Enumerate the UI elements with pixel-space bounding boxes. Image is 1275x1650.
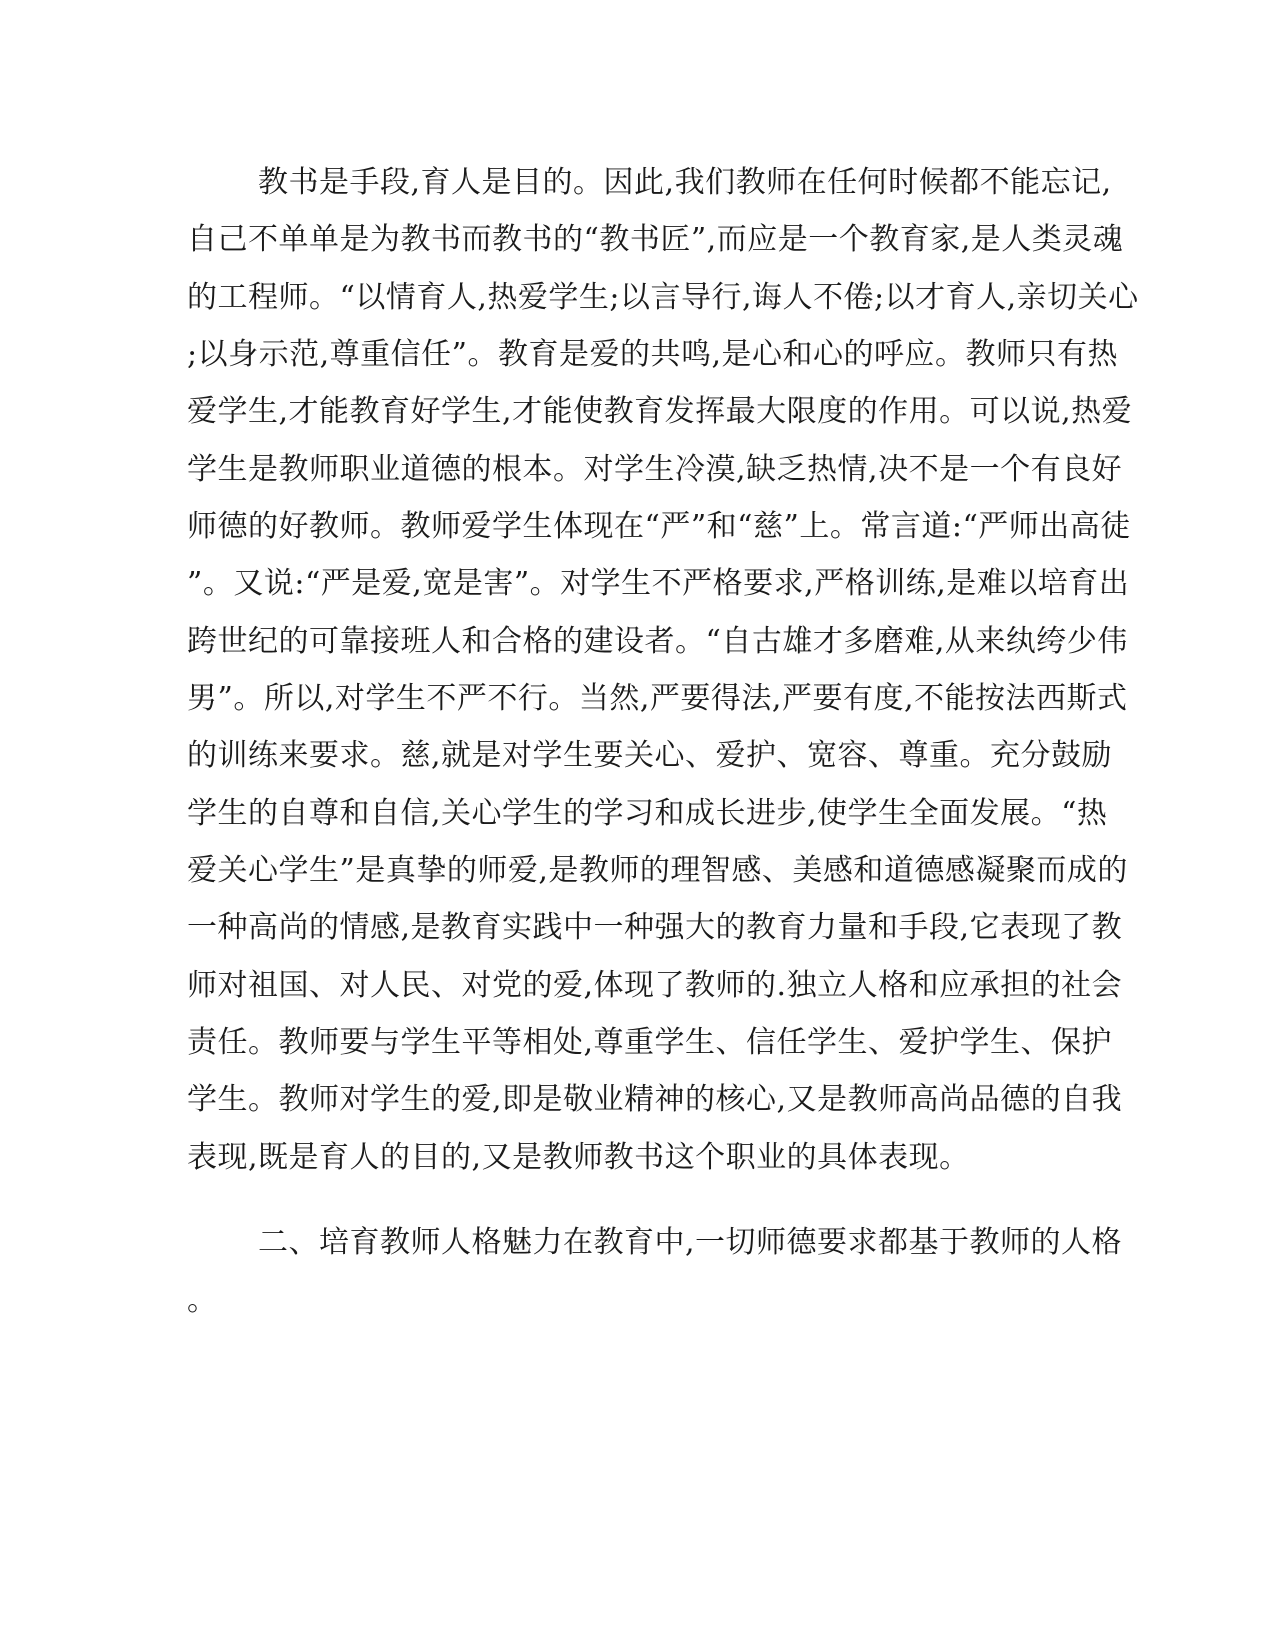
paragraph-line: 的训练来要求。慈,就是对学生要关心、爱护、宽容、尊重。充分鼓励 xyxy=(187,738,1113,773)
paragraph-line: 跨世纪的可靠接班人和合格的建设者。“自古雄才多磨难,从来纨绔少伟 xyxy=(187,624,1128,659)
paragraph-line: 学生。教师对学生的爱,即是敬业精神的核心,又是教师高尚品德的自我 xyxy=(187,1082,1123,1117)
paragraph-line: ”。又说:“严是爱,宽是害”。对学生不严格要求,严格训练,是难以培育出 xyxy=(187,566,1130,601)
paragraph-line: 的工程师。“以情育人,热爱学生;以言导行,诲人不倦;以才育人,亲切关心 xyxy=(187,280,1139,315)
paragraph-line: 一种高尚的情感,是教育实践中一种强大的教育力量和手段,它表现了教 xyxy=(187,910,1123,945)
paragraph-line: 责任。教师要与学生平等相处,尊重学生、信任学生、爱护学生、保护 xyxy=(187,1025,1113,1060)
paragraph-line: 爱学生,才能教育好学生,才能使教育发挥最大限度的作用。可以说,热爱 xyxy=(187,394,1133,429)
paragraph-line: 学生是教师职业道德的根本。对学生冷漠,缺乏热情,决不是一个有良好 xyxy=(187,452,1123,487)
paragraph-line: 男”。所以,对学生不严不行。当然,严要得法,严要有度,不能按法西斯式 xyxy=(187,681,1128,716)
paragraph-line: 师德的好教师。教师爱学生体现在“严”和“慈”上。常言道:“严师出高徒 xyxy=(187,509,1131,544)
paragraph-line: 表现,既是育人的目的,又是教师教书这个职业的具体表现。 xyxy=(187,1140,970,1175)
paragraph-line: 师对祖国、对人民、对党的爱,体现了教师的.独立人格和应承担的社会 xyxy=(187,968,1123,1003)
paragraph-line: 学生的自尊和自信,关心学生的学习和成长进步,使学生全面发展。“热 xyxy=(187,796,1108,831)
paragraph-line: 教书是手段,育人是目的。因此,我们教师在任何时候都不能忘记, xyxy=(258,165,1112,200)
paragraph-line: 二、培育教师人格魅力在教育中,一切师德要求都基于教师的人格 xyxy=(258,1225,1123,1260)
paragraph-line: 。 xyxy=(187,1283,218,1318)
paragraph-line: 爱关心学生”是真挚的师爱,是教师的理智感、美感和道德感凝聚而成的 xyxy=(187,853,1128,888)
paragraph-line: 自己不单单是为教书而教书的“教书匠”,而应是一个教育家,是人类灵魂 xyxy=(187,222,1124,257)
paragraph-line: ;以身示范,尊重信任”。教育是爱的共鸣,是心和心的呼应。教师只有热 xyxy=(187,337,1119,372)
